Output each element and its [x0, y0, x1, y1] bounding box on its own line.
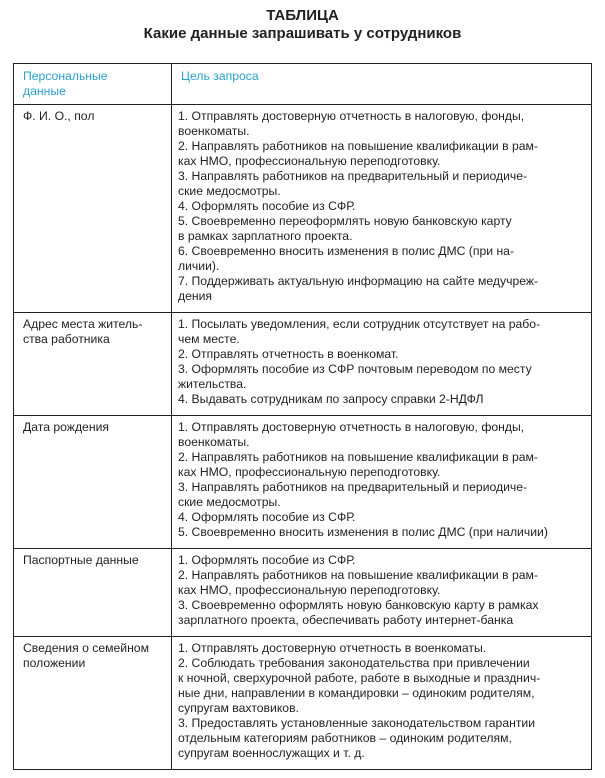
row-label: Ф. И. О., пол [14, 105, 172, 313]
row-purposes [172, 637, 592, 770]
table-body [14, 105, 592, 770]
purpose-item: 5. Своевременно вносить изменения в полис ДМС (при наличии) [178, 525, 548, 539]
purpose-item: 1. Отправлять достоверную отчетность в налоговую, фонды, военкоматы. [178, 109, 525, 138]
purpose-item: 1. Отправлять достоверную отчетность в налоговую, фонды, военкоматы. [178, 420, 525, 449]
row-purposes [172, 313, 592, 416]
row-label: Сведения о семейном положении [14, 637, 172, 770]
purpose-item: 2. Направлять работников на повышение квалификации в рам- ках НМО, профессиональную переподготовку. [178, 568, 538, 597]
purpose-item: 5. Своевременно переоформлять новую банковскую карту в рамках зарплатного проекта. [178, 214, 512, 243]
column-header-personal-data: Персональные данные [14, 64, 172, 105]
column-header-purpose: Цель запроса [172, 64, 592, 105]
purpose-item: 6. Своевременно вносить изменения в полис ДМС (при на- личии). [178, 244, 515, 273]
table-header-row [14, 64, 592, 105]
purpose-item: 3. Своевременно оформлять новую банковскую карту в рамках зарплатного проекта, обеспечивать работу интернет-банка [178, 598, 539, 627]
table-row [14, 549, 592, 637]
row-purposes [172, 549, 592, 637]
page-subtitle: Какие данные запрашивать у сотрудников [143, 25, 462, 42]
page-title: ТАБЛИЦА [266, 7, 339, 24]
purpose-item: 3. Направлять работников на предварительный и периодиче- ские медосмотры. [178, 169, 528, 198]
purpose-item: 2. Соблюдать требования законодательства при привлечении к ночной, сверхурочной работе, работе в выходные и празднич- ные дни, направлении в командировки – одиноким родителям, супругам вахтовиков. [178, 656, 541, 715]
row-purposes [172, 416, 592, 549]
purpose-item: 1. Отправлять достоверную отчетность в военкоматы. [178, 641, 487, 655]
purpose-item: 3. Направлять работников на предварительный и периодиче- ские медосмотры. [178, 480, 528, 509]
purpose-item: 2. Направлять работников на повышение квалификации в рам- ках НМО, профессиональную переподготовку. [178, 139, 538, 168]
purpose-item: 4. Оформлять пособие из СФР. [178, 510, 356, 524]
purpose-item: 3. Оформлять пособие из СФР почтовым переводом по месту жительства. [178, 362, 532, 391]
purpose-item: 1. Посылать уведомления, если сотрудник отсутствует на рабо- чем месте. [178, 317, 541, 346]
purpose-item: 1. Оформлять пособие из СФР. [178, 553, 356, 567]
table-row [14, 637, 592, 770]
purpose-item: 3. Предоставлять установленные законодательством гарантии отдельным категориям работников – одиноким родителям, супругам военнослужащих и т. д. [178, 716, 536, 760]
purpose-item: 7. Поддерживать актуальную информацию на сайте медучреж- дения [178, 274, 539, 303]
row-purposes [172, 105, 592, 313]
table-row [14, 105, 592, 313]
purpose-item: 4. Выдавать сотрудникам по запросу справки 2-НДФЛ [178, 392, 484, 406]
row-label: Дата рождения [14, 416, 172, 549]
row-label: Адрес места житель- ства работника [14, 313, 172, 416]
table-row [14, 416, 592, 549]
row-label: Паспортные данные [14, 549, 172, 637]
table-row [14, 313, 592, 416]
data-table [13, 63, 592, 770]
purpose-item: 2. Отправлять отчетность в военкомат. [178, 347, 399, 361]
purpose-item: 2. Направлять работников на повышение квалификации в рам- ках НМО, профессиональную переподготовку. [178, 450, 538, 479]
purpose-item: 4. Оформлять пособие из СФР. [178, 199, 356, 213]
